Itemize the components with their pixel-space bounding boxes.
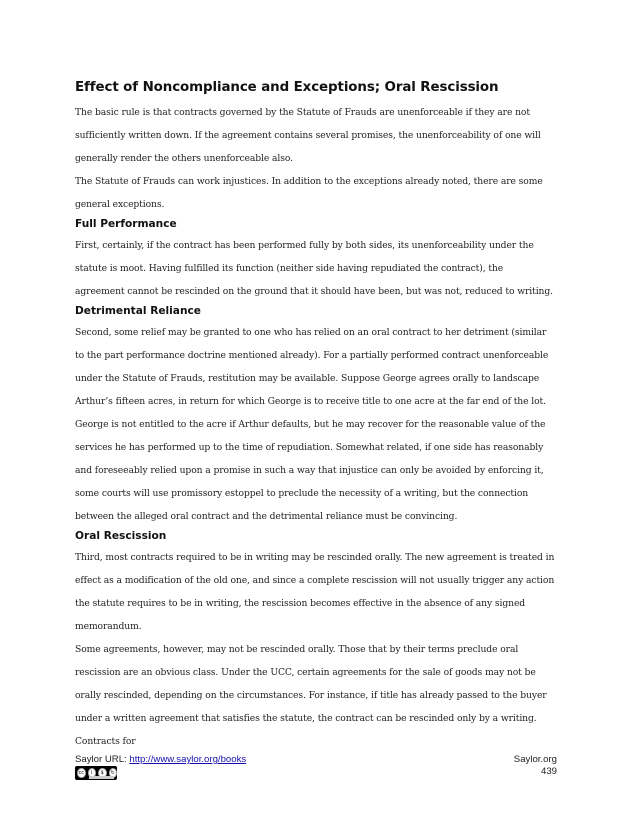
heading-oral-rescission: Oral Rescission xyxy=(75,530,167,542)
heading-full-performance: Full Performance xyxy=(75,218,177,230)
page-number: 439 xyxy=(540,766,557,777)
heading-detrimental-reliance: Detrimental Reliance xyxy=(75,305,201,317)
page-content xyxy=(75,80,555,753)
cc-license-icon[interactable] xyxy=(75,766,117,780)
section-title: Effect of Noncompliance and Exceptions; Oral Rescission xyxy=(75,80,499,95)
nc-icon: $ xyxy=(98,768,107,778)
sa-icon: ↻ xyxy=(109,768,118,778)
paragraph-full-performance: First, certainly, if the contract has been performed fully by both sides, its unenforceability under the statute is moot. Having fulfilled its function (neither side having repudiated the contract), the agreement cannot be rescinded on the ground that it should have been, but was not, reduced to writing. xyxy=(75,240,553,297)
paragraph-oral-rescission: Third, most contracts required to be in writing may be rescinded orally. The new agreement is treated in effect as a modification of the old one, and since a complete rescission will not usually trigger any action the statute requires to be in writing, the rescission becomes effective in the absence of any signed memorandum. xyxy=(75,552,555,632)
by-icon: i xyxy=(88,768,97,778)
paragraph-injustices: The Statute of Frauds can work injustices. In addition to the exceptions already noted, there are some general exceptions. xyxy=(75,176,543,210)
paragraph-basic-rule: The basic rule is that contracts governed by the Statute of Frauds are unenforceable if they are not sufficiently written down. If the agreement contains several promises, the unenforceability of one will generally render the others unenforceable also. xyxy=(75,107,541,164)
footer-right xyxy=(514,754,557,778)
license-strip xyxy=(89,776,114,779)
footer-source xyxy=(75,754,246,765)
footer-source-label: Saylor URL: xyxy=(75,754,130,765)
saylor-books-link[interactable]: http://www.saylor.org/books xyxy=(129,754,247,765)
cc-logo-icon: cc xyxy=(78,770,84,776)
footer-site: Saylor.org xyxy=(513,754,557,765)
paragraph-oral-rescission-exceptions: Some agreements, however, may not be rescinded orally. Those that by their terms preclude oral rescission are an obvious class. Under the UCC, certain agreements for the sale of goods may not be orally rescinded, depending on the circumstances. For instance, if title has already passed to the buyer under a written agreement that satisfies the statute, the contract can be rescinded only by a writing. Contracts for xyxy=(75,644,547,747)
paragraph-detrimental-reliance: Second, some relief may be granted to one who has relied on an oral contract to her detriment (similar to the part performance doctrine mentioned already). For a partially performed contract unenforceable under the Statute of Frauds, restitution may be available. Suppose George agrees orally to landscape Arthur’s fifteen acres, in return for which George is to receive title to one acre at the far end of the lot. George is not entitled to the acre if Arthur defaults, but he may recover for the reasonable value of the services he has performed up to the time of repudiation. Somewhat related, if one side has reasonably and foreseeably relied upon a promise in such a way that injustice can only be avoided by enforcing it, some courts will use promissory estoppel to preclude the necessity of a writing, but the connection between the alleged oral contract and the detrimental reliance must be convincing. xyxy=(75,327,549,522)
